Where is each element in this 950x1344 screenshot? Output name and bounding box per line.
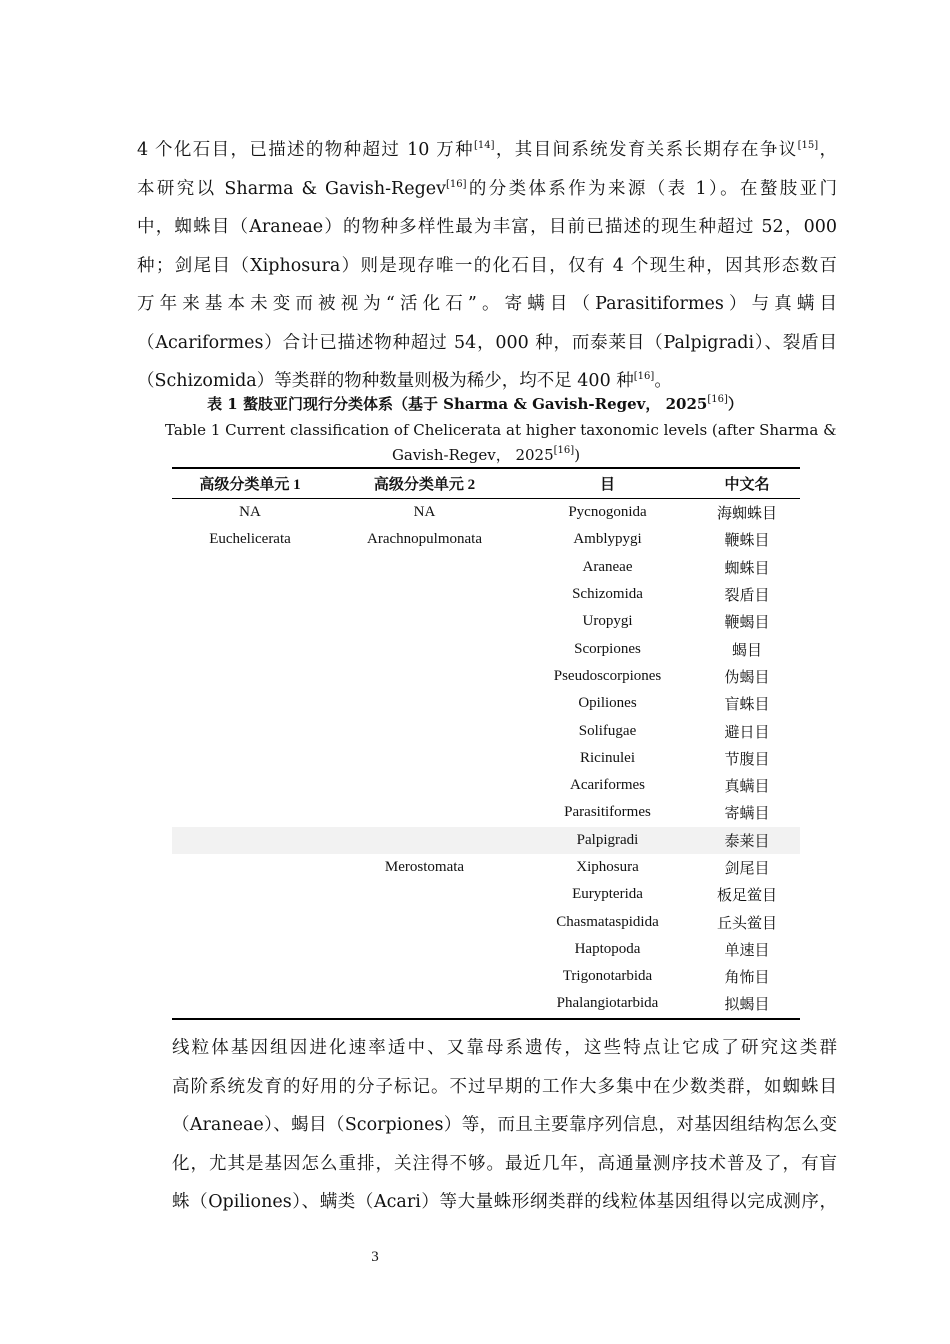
text-line: 本研究以 Sharma & Gavish-Regev[16]的分类体系作为来源（表 1）。在螯肢亚门 — [137, 178, 837, 199]
table-cell: NA — [413, 504, 436, 521]
table-cell — [172, 854, 328, 881]
table-cell: Schizomida — [572, 586, 643, 603]
paragraph-mitogenome — [137, 1029, 837, 1222]
column-header: 目 — [599, 477, 615, 493]
table-cell: 单速目 — [724, 942, 770, 959]
table-cell: NA — [239, 504, 261, 521]
table-cell — [172, 554, 328, 581]
table-cell — [328, 663, 521, 690]
table-cell: Araneae — [582, 558, 633, 575]
table-cell: Trigonotarbida — [562, 968, 653, 985]
table-cell — [328, 908, 521, 935]
table-cell — [328, 554, 521, 581]
table-cell: 真螨目 — [724, 779, 770, 796]
text-line: 万年来基本未变而被视为“活化石”。寄螨目（Parasitiformes）与真螨目 — [137, 294, 837, 314]
table-cell: 寄螨目 — [724, 806, 770, 823]
table-cell — [328, 827, 521, 854]
table-cell — [172, 581, 328, 608]
table-cell — [328, 990, 521, 1018]
table-cell — [172, 990, 328, 1018]
table-row — [172, 772, 800, 799]
text-line: 蛛（Opiliones）、螨类（Acari）等大量蛛形纲类群的线粒体基因组得以完成测序， — [172, 1192, 837, 1212]
table-cell: Scorpiones — [574, 640, 641, 657]
table-cell — [172, 963, 328, 990]
table-cell: 伪蝎目 — [724, 669, 770, 686]
table-cell: Eurypterida — [572, 886, 643, 903]
table-row — [172, 963, 800, 990]
table-cell: Solifugae — [578, 722, 637, 739]
column-header: 高级分类单元 1 — [199, 477, 301, 493]
table-header-row — [172, 468, 800, 499]
table-cell — [172, 690, 328, 717]
table-row — [172, 908, 800, 935]
table-cell — [328, 745, 521, 772]
column-header: 高级分类单元 2 — [373, 477, 476, 493]
table-row — [172, 608, 800, 635]
table-row — [172, 526, 800, 553]
page-number: 3 — [371, 1249, 379, 1265]
table-row — [172, 581, 800, 608]
column-header: 中文名 — [724, 477, 770, 493]
table-cell: Parasitiformes — [564, 804, 651, 821]
table-row — [172, 990, 800, 1018]
text-line: 中，蜘蛛目（Araneae）的物种多样性最为丰富，目前已描述的现生种超过 52，000 — [137, 217, 837, 237]
table-cell — [328, 608, 521, 635]
table-cell — [172, 608, 328, 635]
table-cell: Euchelicerata — [209, 531, 291, 548]
table-row — [172, 745, 800, 772]
table-cell: 盲蛛目 — [724, 697, 770, 714]
table-cell: 角怖目 — [724, 970, 770, 987]
table-cell: 裂盾目 — [724, 588, 770, 605]
table-cell: 拟蝎目 — [724, 997, 770, 1014]
table-cell — [328, 799, 521, 826]
text-line: 化，尤其是基因怎么重排，关注得不够。最近几年，高通量测序技术普及了，有盲 — [172, 1153, 837, 1174]
table-cell: 海蜘蛛目 — [716, 506, 777, 523]
table-cell: Amblypygi — [573, 531, 642, 548]
table-cell: Chasmataspidida — [556, 913, 659, 930]
table-row — [172, 554, 800, 581]
table-cell — [172, 663, 328, 690]
table-cell — [172, 772, 328, 799]
table-cell: 板足鲎目 — [716, 888, 777, 905]
table-cell: Arachnopulmonata — [367, 531, 482, 548]
table-cell — [328, 690, 521, 717]
table-row — [172, 690, 800, 717]
table-cell: 节腹目 — [724, 751, 770, 768]
table-row — [172, 936, 800, 963]
table-cell — [328, 635, 521, 662]
table-cell — [172, 717, 328, 744]
table-row — [172, 635, 800, 662]
table-cell: Acariformes — [570, 777, 645, 794]
table-cell: 鞭蝎目 — [724, 615, 770, 632]
table-row — [172, 854, 800, 881]
table-cell — [328, 772, 521, 799]
table-caption-en: Table 1 Current classification of Chelicerata at higher taxonomic levels (after Sharma & Gavish-Regev， 2025[16]) — [165, 421, 837, 464]
table-body — [172, 499, 800, 1019]
table-cell — [328, 881, 521, 908]
text-line: （Acariformes）合计已描述物种超过 54，000 种，而泰莱目（Palpigradi）、裂盾目 — [137, 332, 837, 353]
table-cell — [172, 936, 328, 963]
text-line: 线粒体基因组因进化速率适中、又靠母系遗传，这些特点让它成了研究这类群 — [172, 1038, 837, 1058]
table-cell — [328, 717, 521, 744]
table-row — [172, 799, 800, 826]
table-cell — [172, 827, 328, 854]
text-line: 高阶系统发育的好用的分子标记。不过早期的工作大多集中在少数类群，如蜘蛛目 — [172, 1076, 837, 1097]
table-row — [172, 827, 800, 854]
table-cell: 蜘蛛目 — [724, 560, 770, 577]
table-row — [172, 663, 800, 690]
table-cell: 丘头鲎目 — [716, 915, 777, 932]
table-cell: Pycnogonida — [568, 504, 647, 521]
text-line: 4 个化石目，已描述的物种超过 10 万种[14]，其目间系统发育关系长期存在争议[15]， — [137, 140, 838, 160]
table-cell: 鞭蛛目 — [724, 533, 770, 550]
table-cell — [328, 936, 521, 963]
table-cell — [172, 799, 328, 826]
table-cell: Opiliones — [578, 695, 637, 712]
table-cell: Phalangiotarbida — [556, 995, 659, 1012]
classification-table — [172, 467, 800, 1020]
table-cell: Haptopoda — [574, 940, 641, 957]
table-row — [172, 881, 800, 908]
table-cell: Palpigradi — [521, 827, 694, 854]
table-cell — [328, 963, 521, 990]
table-cell — [328, 581, 521, 608]
text-line: （Schizomida）等类群的物种数量则极为稀少，均不足 400 种[16]。 — [137, 371, 672, 391]
table-cell — [172, 635, 328, 662]
table-cell: Merostomata — [384, 859, 465, 875]
table-cell — [172, 745, 328, 772]
text-line: （Araneae）、蝎目（Scorpiones）等，而且主要靠序列信息，对基因组结构怎么变 — [172, 1115, 837, 1135]
table-cell: 蝎目 — [731, 642, 762, 659]
table-cell: Xiphosura — [576, 859, 639, 875]
table-row — [172, 499, 800, 527]
table-cell — [172, 881, 328, 908]
table-caption-zh: 表 1 螯肢亚门现行分类体系（基于 Sharma & Gavish-Regev， 2025[16]） — [207, 394, 743, 413]
table-cell: 避日目 — [724, 724, 770, 741]
paragraph-intro — [137, 131, 837, 401]
table-cell: 泰莱目 — [694, 827, 800, 854]
table-cell: Pseudoscorpiones — [553, 667, 662, 684]
table-row — [172, 717, 800, 744]
table-cell: Ricinulei — [580, 749, 635, 766]
text-line: 种；剑尾目（Xiphosura）则是现存唯一的化石目，仅有 4 个现生种，因其形态数百 — [137, 255, 837, 276]
table-cell: 剑尾目 — [724, 861, 770, 877]
table-cell — [172, 908, 328, 935]
table-cell: Uropygi — [582, 613, 633, 630]
